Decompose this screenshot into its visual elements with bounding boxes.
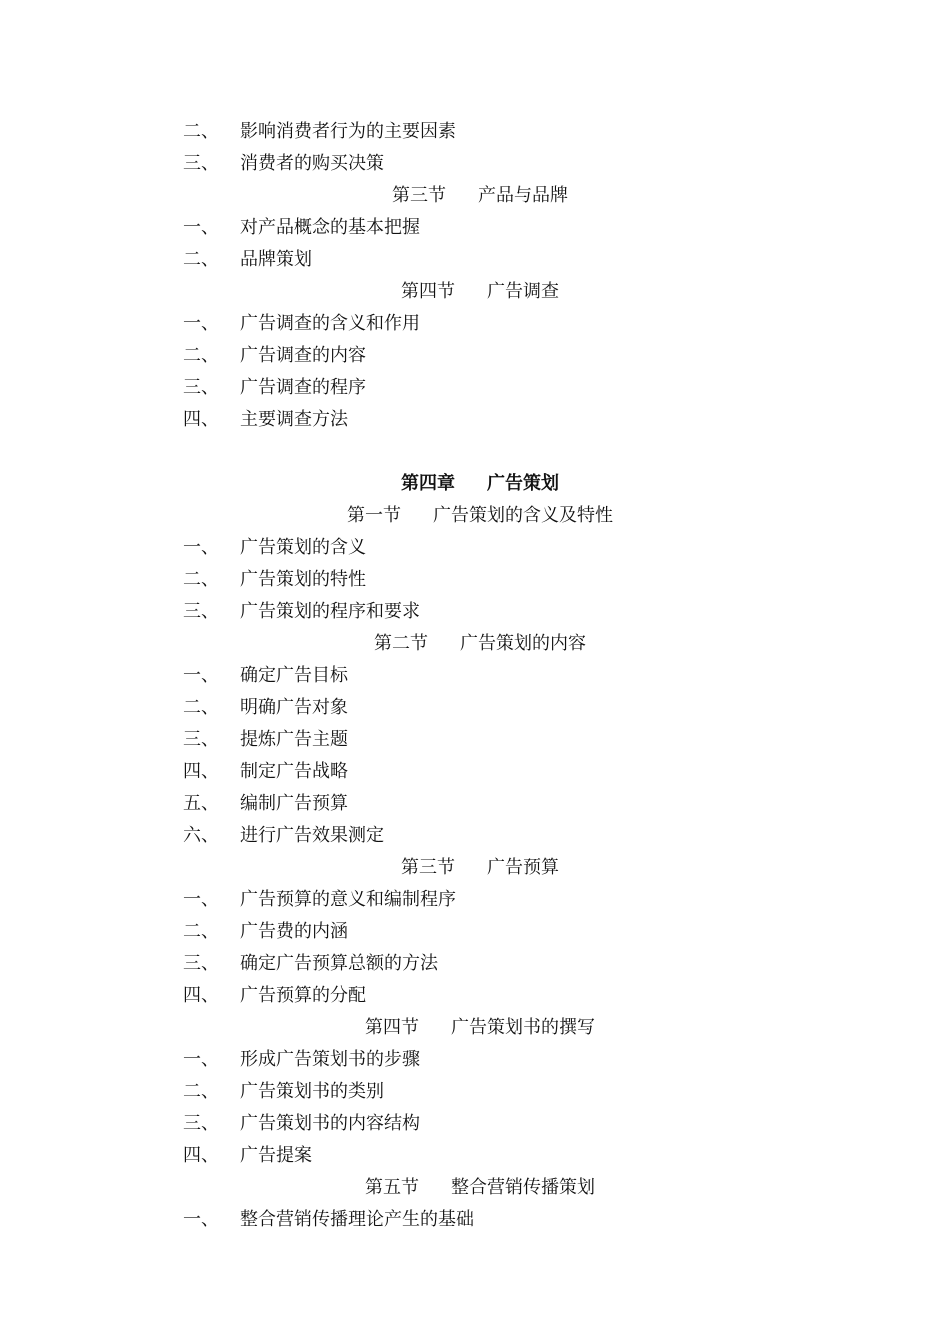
- item-text: 广告预算的分配: [240, 985, 366, 1006]
- item-text: 广告策划书的类别: [240, 1081, 384, 1102]
- outline-item: [0, 724, 950, 756]
- item-number: 三、: [183, 953, 219, 974]
- outline-item: [0, 372, 950, 404]
- item-text: 广告调查的内容: [240, 345, 366, 366]
- item-text: 消费者的购买决策: [240, 153, 384, 174]
- section-heading: [0, 180, 950, 212]
- section-heading: [0, 276, 950, 308]
- section-number: 第三节: [401, 857, 455, 878]
- blank-line: [0, 436, 950, 468]
- section-title: 广告策划的内容: [460, 633, 586, 654]
- item-text: 编制广告预算: [240, 793, 348, 814]
- section-title: 广告预算: [487, 857, 559, 878]
- outline-item: [0, 1044, 950, 1076]
- item-text: 广告策划的程序和要求: [240, 601, 420, 622]
- item-text: 提炼广告主题: [240, 729, 348, 750]
- chapter-title: 广告策划: [487, 473, 559, 494]
- item-number: 四、: [183, 985, 219, 1006]
- item-text: 广告费的内涵: [240, 921, 348, 942]
- item-text: 广告调查的程序: [240, 377, 366, 398]
- section-heading: [0, 852, 950, 884]
- outline-item: [0, 948, 950, 980]
- section-title: 产品与品牌: [478, 185, 568, 206]
- outline-item: [0, 340, 950, 372]
- document-page: [0, 116, 950, 1236]
- section-title: 广告策划书的撰写: [451, 1017, 595, 1038]
- section-number: 第四节: [401, 281, 455, 302]
- item-number: 三、: [183, 1113, 219, 1134]
- outline-item: [0, 660, 950, 692]
- item-text: 广告预算的意义和编制程序: [240, 889, 456, 910]
- item-number: 一、: [183, 1209, 219, 1230]
- chapter-number: 第四章: [401, 473, 455, 494]
- item-text: 明确广告对象: [240, 697, 348, 718]
- outline-item: [0, 692, 950, 724]
- section-number: 第三节: [392, 185, 446, 206]
- section-heading: [0, 500, 950, 532]
- chapter-heading: [0, 468, 950, 500]
- section-heading: [0, 1012, 950, 1044]
- section-number: 第四节: [365, 1017, 419, 1038]
- section-number: 第五节: [365, 1177, 419, 1198]
- item-number: 二、: [183, 249, 219, 270]
- item-number: 二、: [183, 921, 219, 942]
- item-text: 广告提案: [240, 1145, 312, 1166]
- outline-item: [0, 916, 950, 948]
- item-text: 确定广告目标: [240, 665, 348, 686]
- section-title: 整合营销传播策划: [451, 1177, 595, 1198]
- outline-item: [0, 596, 950, 628]
- section-number: 第二节: [374, 633, 428, 654]
- item-number: 三、: [183, 729, 219, 750]
- outline-item: [0, 212, 950, 244]
- item-number: 三、: [183, 377, 219, 398]
- outline-item: [0, 244, 950, 276]
- outline-item: [0, 116, 950, 148]
- item-number: 二、: [183, 569, 219, 590]
- item-text: 制定广告战略: [240, 761, 348, 782]
- item-number: 一、: [183, 665, 219, 686]
- outline-item: [0, 1204, 950, 1236]
- item-text: 广告调查的含义和作用: [240, 313, 420, 334]
- item-text: 形成广告策划书的步骤: [240, 1049, 420, 1070]
- item-number: 三、: [183, 153, 219, 174]
- item-number: 一、: [183, 889, 219, 910]
- item-text: 品牌策划: [240, 249, 312, 270]
- outline-item: [0, 980, 950, 1012]
- item-number: 二、: [183, 345, 219, 366]
- section-title: 广告策划的含义及特性: [433, 505, 613, 526]
- item-number: 二、: [183, 1081, 219, 1102]
- item-number: 四、: [183, 409, 219, 430]
- item-number: 四、: [183, 1145, 219, 1166]
- outline-item: [0, 532, 950, 564]
- item-number: 二、: [183, 121, 219, 142]
- outline-item: [0, 820, 950, 852]
- outline-item: [0, 1108, 950, 1140]
- item-text: 影响消费者行为的主要因素: [240, 121, 456, 142]
- outline-item: [0, 756, 950, 788]
- item-text: 广告策划的特性: [240, 569, 366, 590]
- section-heading: [0, 1172, 950, 1204]
- item-number: 二、: [183, 697, 219, 718]
- outline-item: [0, 1140, 950, 1172]
- outline-item: [0, 1076, 950, 1108]
- item-text: 主要调查方法: [240, 409, 348, 430]
- item-text: 广告策划的含义: [240, 537, 366, 558]
- outline-item: [0, 564, 950, 596]
- item-number: 六、: [183, 825, 219, 846]
- section-title: 广告调查: [487, 281, 559, 302]
- outline-item: [0, 788, 950, 820]
- item-text: 确定广告预算总额的方法: [240, 953, 438, 974]
- item-number: 四、: [183, 761, 219, 782]
- outline-item: [0, 404, 950, 436]
- item-number: 一、: [183, 217, 219, 238]
- item-number: 一、: [183, 313, 219, 334]
- item-number: 三、: [183, 601, 219, 622]
- item-number: 五、: [183, 793, 219, 814]
- item-number: 一、: [183, 537, 219, 558]
- outline-item: [0, 884, 950, 916]
- outline-item: [0, 148, 950, 180]
- section-number: 第一节: [347, 505, 401, 526]
- item-text: 整合营销传播理论产生的基础: [240, 1209, 474, 1230]
- outline-item: [0, 308, 950, 340]
- item-text: 进行广告效果测定: [240, 825, 384, 846]
- item-number: 一、: [183, 1049, 219, 1070]
- item-text: 广告策划书的内容结构: [240, 1113, 420, 1134]
- item-text: 对产品概念的基本把握: [240, 217, 420, 238]
- section-heading: [0, 628, 950, 660]
